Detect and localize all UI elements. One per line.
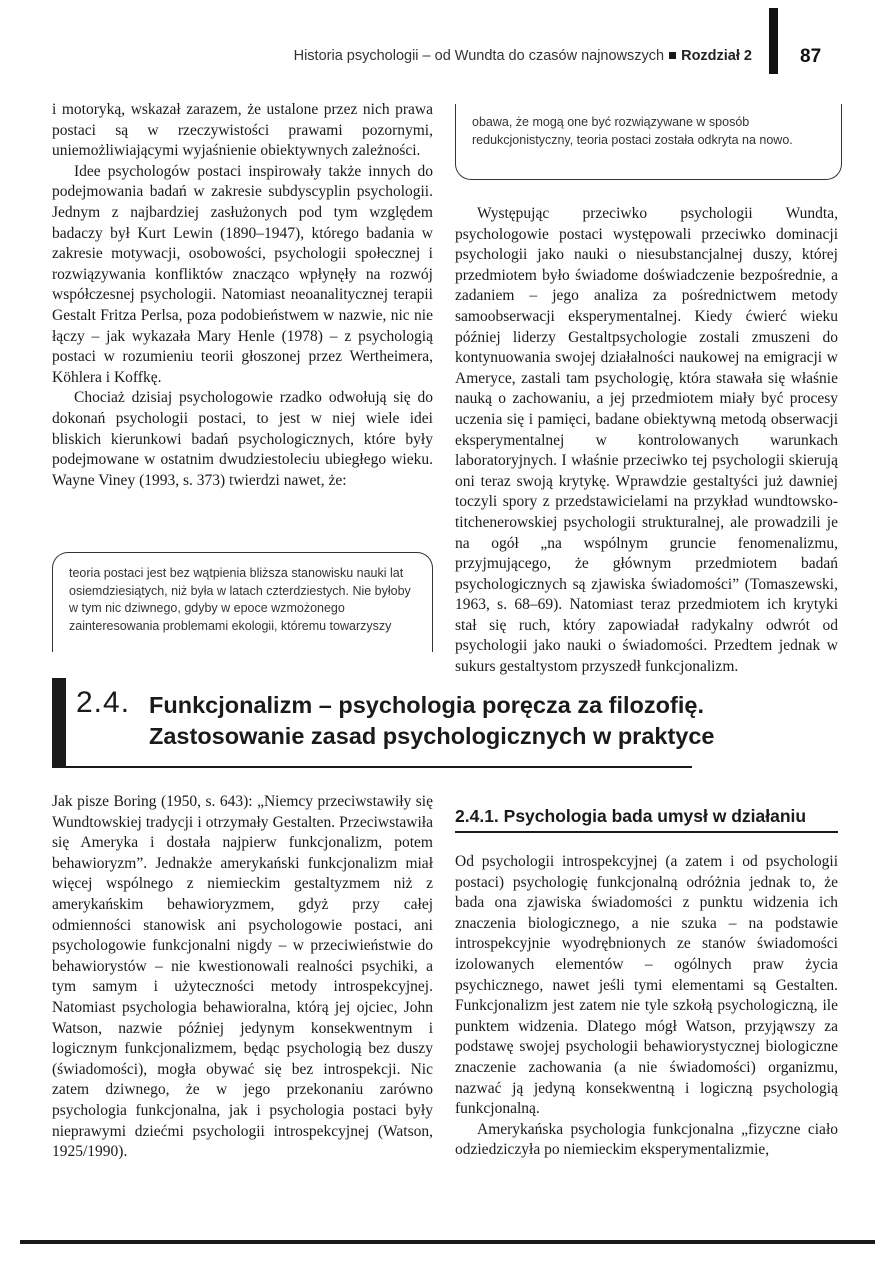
section-marker-bar [52,678,66,768]
left-column-bottom [52,792,433,1163]
paragraph: Jak pisze Boring (1950, s. 643): „Niemcy przeciwstawiły się Wundtowskiej tradycji i otrzymały Gestalten. Przeciwstawiła się Ameryka i dostała najpierw funkcjonalizm, potem behawioryzm”. Jednakże amerykański funkcjonalizm miał więcej wspólnego z niemieckim gestaltyzmem niż z amerykańskim behawioryzmem, gdyż przy całej odmienności stanowisk ani psychologowie postaci, ani psychologowie funkcjonalni nigdy – w przeciwieństwie do behawiorystów – nie kwestionowali realności psychiki, a tym samym i użyteczności metody introspekcyjnej. Natomiast psychologia behawioralna, którą jej ojciec, John Watson, nazwie później jedynym konsekwentnym i logicznym funkcjonalizmem, będąc psychologią bez duszy (świadomości), mogła obywać się bez introspekcji. Nic zatem dziwnego, że w jego przekonaniu zarówno psychologia funkcjonalna, jak i psychologia postaci były nieprawymi dziećmi psychologii introspekcyjnej (Watson, 1925/1990). [52,793,433,1161]
paragraph: Amerykańska psychologia funkcjonalna „fizyczne ciało odziedziczyła po niemieckim eksperymentalizmie, [455,1120,838,1159]
left-column-top [52,100,433,491]
quote-box [52,552,433,652]
section-rule [52,766,692,768]
footer-rule [20,1240,875,1244]
header-thumb-bar [769,8,778,74]
subsection-title: 2.4.1. Psychologia bada umysł w działaniu [455,806,807,826]
paragraph: Chociaż dzisiaj psychologowie rzadko odwołują się do dokonań psychologii postaci, to jest w niej wiele idei bliskich kierunkowi badań psychologicznych, które były podejmowane w ostatnim dwudziestoleciu ubiegłego wieku. Wayne Viney (1993, s. 373) twierdzi nawet, że: [52,389,433,489]
paragraph: Od psychologii introspekcyjnej (a zatem i od psychologii postaci) psychologię funkcjonalną odróżnia jednak to, że bada ona zjawiska świadomości z punktu widzenia ich znaczenia biologicznego, a nie szuka – na podstawie introspekcyjnie wyodrębnionych ze stanów świadomości izolowanych elementów – ogólnych praw życia psychicznego, nawet jeśli tymi elementami są Gestalten. Funkcjonalizm jest zatem nie tyle szkołą psychologiczną, ile punktem widzenia. Dlatego mógł Watson, przyjąwszy za podstawę swojej psychologii behawiorystycznej biologiczne znaczenie zachowania (a nie świadomości) organizmu, nazwać ją jedyną konsekwentną i logiczną psychologią funkcjonalną. [455,853,838,1118]
paragraph: i motoryką, wskazał zarazem, że ustalone przez nich prawa postaci są w rzeczywistości prawami pozornymi, uniemożliwiającymi wyjaśnienie obiektywnych zależności. [52,101,433,160]
quote-text: teoria postaci jest bez wątpienia bliższa stanowisku nauki lat osiemdziesiątych, niż była w latach czterdziestych. Nie byłoby w tym nic dziwnego, gdyby w epoce wzmożonego zainteresowania problemami ekologii, któremu towarzyszy [69,566,411,633]
section-title-line: Zastosowanie zasad psychologicznych w praktyce [149,723,715,749]
section-title-line: Funkcjonalizm – psychologia poręcza za filozofię. [149,692,704,718]
right-column-bottom [455,852,838,1161]
running-head [240,48,752,64]
quote-text: obawa, że mogą one być rozwiązywane w sposób redukcjonistyczny, teoria postaci została odkryta na nowo. [472,115,793,147]
paragraph: Idee psychologów postaci inspirowały także innych do podejmowania badań w zakresie subdyscyplin psychologii. Jednym z najbardziej zasłużonych pod tym względem badaczy był Kurt Lewin (1890–1947), którego badania w zakresie motywacji, osobowości, psychologii społecznej i rozwiązywania konfliktów znacząco wpłynęły na rozwój współczesnej psychologii. Natomiast neoanalitycznej terapii Gestalt Fritza Perlsa, poza podobieństwem w nazwie, nic nie łączy – jak wykazała Mary Henle (1978) – z psychologią postaci w rozumieniu teorii głoszonej przez Wertheimera, Köhlera i Koffkę. [52,162,433,386]
right-column-top [455,204,838,678]
section-number: 2.4. [76,686,131,719]
section-title [149,690,789,752]
square-bullet-icon [669,52,676,59]
paragraph: Występując przeciwko psychologii Wundta, psychologowie postaci występowali przeciwko dominacji psychologii jako nauki o niesubstancjalnej duszy, której przedmiotem było świadome doświadczenie bezpośrednie, a zadaniem – jego analiza za pośrednictwem metody samoobserwacji eksperymentalnej. Kiedy ćwierć wieku później liderzy Gestaltpsychologie zostali zmuszeni do kontynuowania swojej działalności naukowej na emigracji w Ameryce, zastali tam psychologię, która stawała się właśnie nauką o zachowaniu, a jej przedmiotem miały być procesy uczenia się i pamięci, badane obiektywną metodą obserwacji eksperymentalnej w kontrolowanych warunkach laboratoryjnych. I właśnie przeciwko tej psychologii skierują oni teraz swoją krytykę. Wprawdzie gestaltyści już dawniej toczyli spory z przedstawicielami na przykład wundtowsko-titchenerowskiej psychologii strukturalnej, ale prowadzili je na ogół „na wspólnym gruncie fenomenalizmu, przyjmującego, że głównym przedmiotem badań psychologicznych są zjawiska świadomości” (Tomaszewski, 1963, s. 68–69). Natomiast teraz przedmiotem ich krytyki stał się ruch, który zapowiadał radykalny odwrót od psychologii jako nauki o świadomości. Przedtem jednak w sukurs gestaltystom przyszedł funkcjonalizm. [455,205,838,676]
subsection-rule [455,831,838,833]
running-title: Historia psychologii – od Wundta do czasów najnowszych [293,48,665,64]
chapter-label: Rozdział 2 [681,48,752,64]
quote-box-continued [455,104,842,180]
page-number: 87 [800,46,822,67]
